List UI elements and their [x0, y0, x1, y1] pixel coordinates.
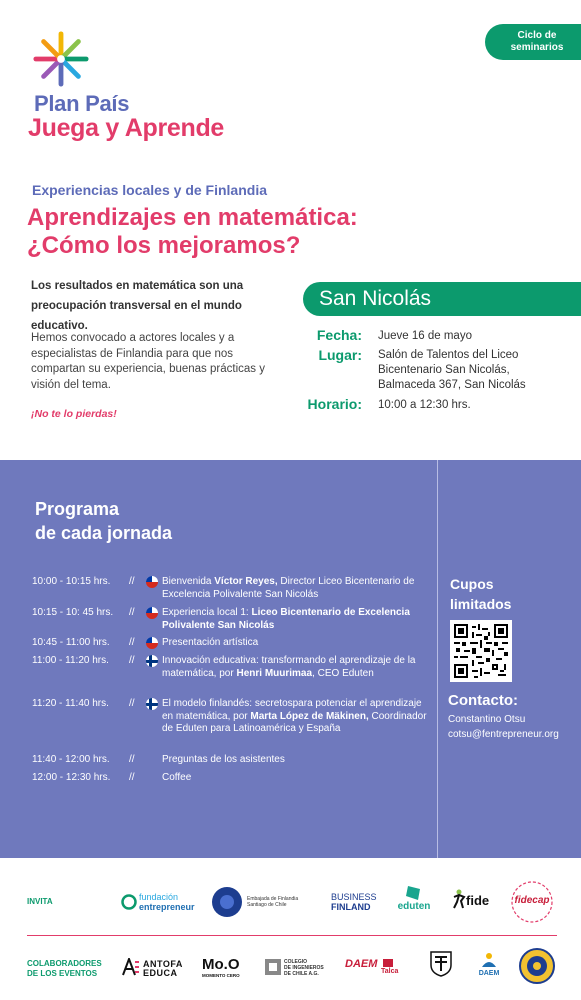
subtitle: Experiencias locales y de Finlandia [32, 182, 267, 198]
schedule-time: 10:45 - 11:00 hrs. [32, 637, 110, 648]
talca-emblem-icon [383, 959, 393, 967]
fide-figure-icon [452, 889, 466, 909]
moo-text: Mo.O [202, 956, 240, 973]
invita-label: INVITA [27, 897, 53, 906]
schedule-time: 11:20 - 11:40 hrs. [32, 698, 109, 709]
desc-text: Preguntas de los asistentes [162, 754, 285, 765]
cupos-line1: Cupos [450, 576, 494, 592]
cupos-line2: limitados [450, 596, 512, 612]
fundacion-line2: entrepreneur [139, 902, 195, 912]
schedule-description [162, 637, 432, 650]
business-finland-logo [331, 892, 377, 912]
chile-flag-icon [146, 576, 158, 588]
schedule-description [162, 576, 432, 601]
daem-figure-icon [479, 952, 499, 968]
desc-text: Experiencia local 1: [162, 607, 252, 618]
place-line1: Salón de Talentos del Liceo [378, 349, 519, 361]
schedule-description [162, 698, 432, 736]
place-line2: Bicentenario San Nicolás, [378, 364, 510, 376]
page-title [27, 204, 547, 260]
brand-line1: Plan País [34, 91, 130, 116]
chile-flag-icon [146, 607, 158, 619]
schedule-separator: // [129, 607, 135, 618]
desc-text: Coffee [162, 772, 192, 783]
contact-name: Constantino Otsu [448, 714, 526, 725]
badge-line2: seminarios [510, 42, 564, 53]
brand-line2: Juega y Aprende [28, 114, 225, 142]
sponsors-divider [27, 935, 557, 936]
schedule-time: 11:40 - 12:00 hrs. [32, 754, 110, 765]
schedule-description [162, 607, 432, 632]
schedule-separator: // [129, 698, 135, 709]
place-value [378, 348, 578, 393]
intro-bold-text: Los resultados en matemática son una preocupación transversal en el mundo educativo. [31, 280, 244, 332]
daem-text: DAEM [345, 958, 378, 970]
program-title [35, 497, 295, 545]
desc-bold: Víctor Reyes, [214, 576, 278, 587]
contact-title: Contacto: [448, 692, 518, 709]
colegio-line3: DE CHILE A.G. [284, 971, 319, 977]
schedule-time: 12:00 - 12:30 hrs. [32, 772, 111, 783]
antofa-mark-icon [122, 958, 140, 976]
desc-text-after: Director Liceo Bicentenario de Excelencia Polivalente San Nicolás [162, 576, 415, 600]
crest-shield-icon [430, 951, 452, 977]
colegio-line2: DE INGENIEROS [284, 965, 324, 971]
star-logo-icon [32, 30, 90, 88]
collaborators-label [27, 959, 102, 979]
series-badge [485, 24, 581, 60]
fide-text: fide [466, 893, 490, 908]
city-banner: San Nicolás [303, 282, 581, 316]
schedule-separator: // [129, 637, 135, 648]
panel-divider [437, 460, 438, 858]
title-line2: ¿Cómo los mejoramos? [27, 232, 301, 259]
collab-line1: COLABORADORES [27, 959, 102, 968]
schedule-description [162, 754, 432, 767]
place-line3: Balmaceda 367, San Nicolás [378, 379, 526, 391]
embajada-line1: Embajada de Finlandia [247, 896, 299, 902]
time-value: 10:00 a 12:30 hrs. [378, 399, 471, 411]
date-value: Jueve 16 de mayo [378, 330, 472, 342]
ring-icon [121, 894, 137, 910]
desc-text: El modelo finlandés: secretospara potenciar el aprendizaje en matemática, por [162, 698, 422, 722]
qr-code-graphic [454, 624, 508, 678]
schedule-description [162, 655, 432, 680]
momento-cero-logo [202, 957, 240, 979]
limited-seats-label [450, 574, 570, 614]
desc-text-after: , CEO Eduten [312, 667, 374, 679]
desc-text: Bienvenida [162, 576, 215, 587]
embassy-emblem-icon [211, 886, 243, 918]
colegio-line1: COLEGIO [284, 959, 308, 965]
daem2-text: DAEM [478, 970, 500, 977]
finland-flag-icon [146, 698, 158, 710]
municipal-seal-icon [519, 948, 555, 984]
program-title-line2: de cada jornada [35, 523, 173, 543]
business-line1: BUSINESS [331, 892, 377, 902]
desc-text-after: Coordinador de Eduten para Latinoamérica y España [162, 710, 427, 734]
program-title-line1: Programa [35, 499, 120, 519]
schedule-time: 11:00 - 11:20 hrs. [32, 655, 109, 666]
call-to-action: ¡No te lo pierdas! [31, 408, 117, 420]
qr-code-icon[interactable] [450, 620, 512, 682]
schedule-time: 10:15 - 10: 45 hrs. [32, 607, 114, 618]
embajada-line2: Santiago de Chile [247, 902, 287, 908]
time-label: Horario: [307, 396, 362, 412]
date-label: Fecha: [316, 327, 362, 343]
eduten-text: eduten [397, 901, 431, 912]
schedule-description [162, 772, 432, 785]
fidecap-text: fidecap [514, 895, 550, 906]
chile-flag-icon [146, 637, 158, 649]
colegio-emblem-icon [265, 959, 281, 975]
momento-text: MOMENTO CERO [202, 973, 240, 978]
business-line2: FINLAND [331, 902, 371, 912]
daem-second-logo [475, 952, 503, 978]
antofa-line2: EDUCA [143, 968, 178, 978]
schedule-separator: // [129, 772, 135, 783]
antofa-line1: ANTOFA [143, 959, 183, 969]
collab-line2: DE LOS EVENTOS [27, 969, 98, 978]
schedule-separator: // [129, 655, 135, 666]
desc-text: Innovación educativa: transformando el aprendizaje de la matemática, por [162, 655, 416, 679]
eduten-icon [406, 886, 422, 900]
desc-bold: Henri Muurimaa [236, 667, 313, 679]
eduten-logo [394, 886, 434, 912]
desc-text: Presentación artística [162, 637, 259, 648]
intro-text: Hemos convocado a actores locales y a especialistas de Finlandia para que nos compartan su experiencia, buenas prácticas y visión del tema. [31, 332, 265, 391]
fundacion-line1: fundación [139, 892, 179, 902]
desc-bold: Liceo Bicentenario de Excelencia Polivalente San Nicolás [162, 607, 410, 631]
schedule-separator: // [129, 576, 135, 587]
schedule-time: 10:00 - 10:15 hrs. [32, 576, 111, 587]
title-line1: Aprendizajes en matemática: [27, 204, 358, 231]
schedule-separator: // [129, 754, 135, 765]
badge-line1: Ciclo de [517, 30, 557, 41]
desc-bold: Marta López de Mäkinen, [250, 710, 369, 722]
finland-flag-icon [146, 655, 158, 667]
contact-email-link[interactable]: cotsu@fentrepreneur.org [448, 729, 559, 740]
talca-text: Talca [381, 968, 399, 975]
place-label: Lugar: [318, 347, 362, 363]
